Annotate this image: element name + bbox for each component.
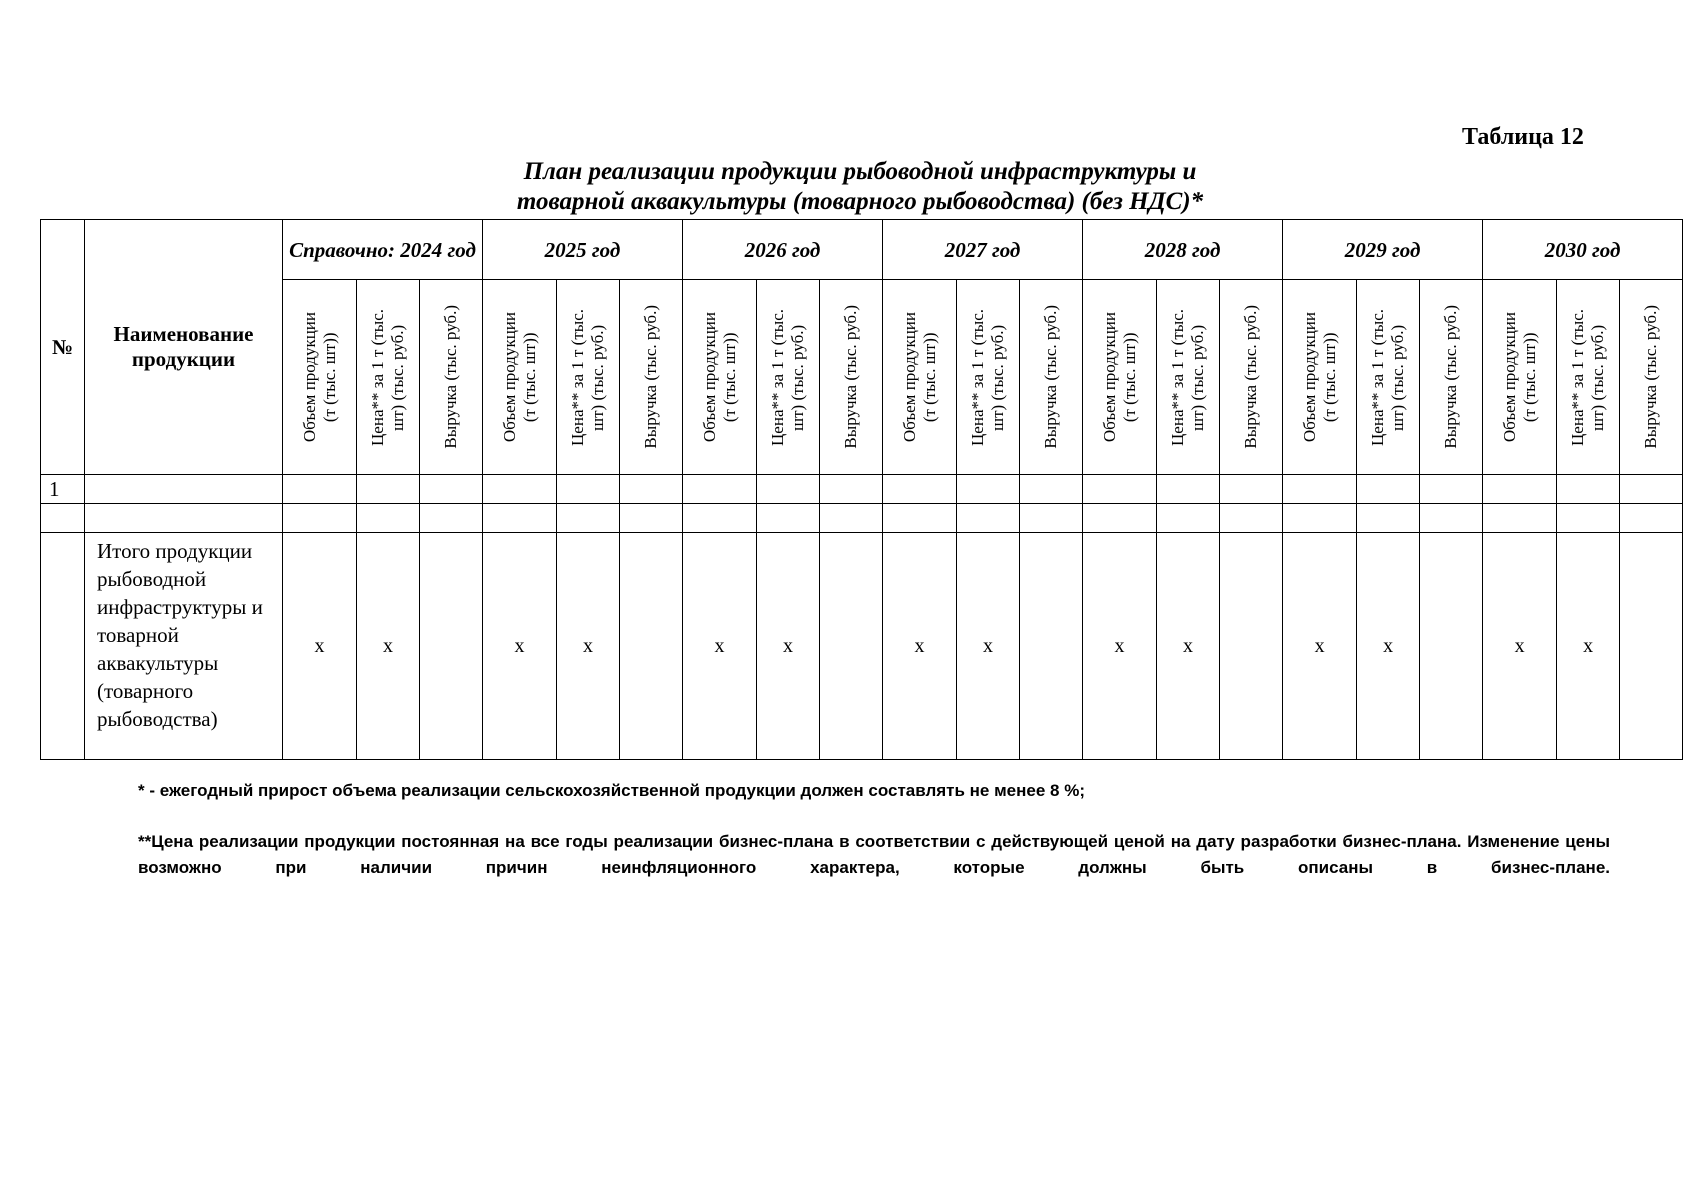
year-header-1: 2025 год: [483, 220, 683, 280]
sub-header-volume: [1483, 280, 1557, 475]
data-cell: [683, 475, 757, 504]
sub-header-text: Цена** за 1 т (тыс. шт) (тыс. руб.): [368, 308, 407, 446]
row-number: [41, 504, 85, 533]
year-header-6: 2030 год: [1483, 220, 1683, 280]
sub-header-text: Цена** за 1 т (тыс. шт) (тыс. руб.): [1168, 308, 1208, 446]
data-cell: [1420, 504, 1483, 533]
total-revenue-cell: [1620, 533, 1683, 760]
sub-header-text: Объем продукции (т (тыс. шт)): [699, 311, 739, 443]
data-cell: [1083, 504, 1157, 533]
row-product-name: [85, 475, 283, 504]
not-applicable-mark: x: [1557, 533, 1620, 760]
not-applicable-mark: x: [1157, 533, 1220, 760]
sub-header-price: [1157, 280, 1220, 475]
sales-plan-table: [40, 219, 1683, 760]
sub-header-text: Выручка (тыс. руб.): [1241, 305, 1261, 449]
sub-header-volume: [1283, 280, 1357, 475]
footnote-price: **Цена реализации продукции постоянная на все годы реализации бизнес-плана в соответствии с действующей ценой на дату разработки бизнес-плана. Изменение цены возможно при наличии причин неинфляционного характера, которые должны быть описаны в бизнес-плане.: [138, 832, 1610, 877]
title-line-2: товарной аквакультуры (товарного рыбоводства) (без НДС)*: [516, 188, 1204, 215]
sub-header-volume: [483, 280, 557, 475]
data-cell: [1557, 504, 1620, 533]
not-applicable-mark: x: [357, 533, 420, 760]
sub-header-revenue: [1420, 280, 1483, 475]
data-cell: [1283, 475, 1357, 504]
sub-header-text: Выручка (тыс. руб.): [841, 305, 861, 449]
data-cell: [1220, 475, 1283, 504]
sub-header-revenue: [420, 280, 483, 475]
data-cell: [1157, 504, 1220, 533]
sub-header-text: Выручка (тыс. руб.): [1641, 305, 1661, 449]
data-cell: [757, 475, 820, 504]
data-cell: [557, 475, 620, 504]
sub-header-text: Цена** за 1 т (тыс. шт) (тыс. руб.): [568, 308, 607, 446]
data-cell: [820, 475, 883, 504]
total-revenue-cell: [1420, 533, 1483, 760]
sub-header-text: Объем продукции (т (тыс. шт)): [899, 311, 939, 443]
table-row: [41, 475, 1683, 504]
data-cell: [357, 504, 420, 533]
not-applicable-mark: x: [557, 533, 620, 760]
data-cell: [620, 475, 683, 504]
sub-header-text: Цена** за 1 т (тыс. шт) (тыс. руб.): [768, 308, 808, 446]
sub-header-volume: [1083, 280, 1157, 475]
sub-header-volume: [683, 280, 757, 475]
data-cell: [483, 504, 557, 533]
total-row-name: Итого продукции рыбоводной инфраструктуры и товарной аквакультуры (товарного рыбоводства): [85, 533, 283, 760]
data-cell: [1357, 475, 1420, 504]
document-title: [380, 157, 1340, 217]
year-header-4: 2028 год: [1083, 220, 1283, 280]
data-cell: [1083, 475, 1157, 504]
sub-header-text: Цена** за 1 т (тыс. шт) (тыс. руб.): [1568, 308, 1608, 446]
data-cell: [1020, 475, 1083, 504]
not-applicable-mark: x: [1357, 533, 1420, 760]
total-revenue-cell: [1020, 533, 1083, 760]
sub-header-price: [757, 280, 820, 475]
data-cell: [757, 504, 820, 533]
sub-header-text: Объем продукции (т (тыс. шт)): [1499, 311, 1539, 443]
sub-header-text: Выручка (тыс. руб.): [641, 305, 660, 449]
data-cell: [1557, 475, 1620, 504]
sub-header-text: Цена** за 1 т (тыс. шт) (тыс. руб.): [968, 308, 1008, 446]
data-cell: [1283, 504, 1357, 533]
year-header-2: 2026 год: [683, 220, 883, 280]
row-number: 1: [41, 475, 85, 504]
data-cell: [420, 475, 483, 504]
total-row-number: [41, 533, 85, 760]
row-product-name: [85, 504, 283, 533]
sub-header-revenue: [1020, 280, 1083, 475]
total-revenue-cell: [620, 533, 683, 760]
title-line-1: План реализации продукции рыбоводной инфраструктуры и: [523, 158, 1197, 185]
data-cell: [957, 475, 1020, 504]
data-cell: [483, 475, 557, 504]
table-number-label: Таблица 12: [1462, 124, 1584, 150]
sub-header-text: Объем продукции (т (тыс. шт)): [499, 311, 539, 443]
sub-header-revenue: [1620, 280, 1683, 475]
data-cell: [557, 504, 620, 533]
year-header-5: 2029 год: [1283, 220, 1483, 280]
name-column-header: Наименование продукции: [85, 220, 283, 475]
sub-header-price: [1557, 280, 1620, 475]
sub-header-text: Выручка (тыс. руб.): [1441, 305, 1461, 449]
not-applicable-mark: x: [1483, 533, 1557, 760]
sub-header-volume: [883, 280, 957, 475]
data-cell: [1620, 475, 1683, 504]
not-applicable-mark: x: [957, 533, 1020, 760]
sub-header-price: [957, 280, 1020, 475]
year-header-3: 2027 год: [883, 220, 1083, 280]
not-applicable-mark: x: [683, 533, 757, 760]
data-cell: [1357, 504, 1420, 533]
data-cell: [883, 475, 957, 504]
data-cell: [420, 504, 483, 533]
data-cell: [283, 475, 357, 504]
not-applicable-mark: x: [757, 533, 820, 760]
sub-header-text: Выручка (тыс. руб.): [441, 305, 460, 449]
sub-header-price: [1357, 280, 1420, 475]
data-cell: [283, 504, 357, 533]
data-cell: [1020, 504, 1083, 533]
sub-header-volume: [283, 280, 357, 475]
sub-header-revenue: [620, 280, 683, 475]
data-cell: [1220, 504, 1283, 533]
sub-header-text: Объем продукции (т (тыс. шт)): [299, 311, 339, 443]
data-cell: [683, 504, 757, 533]
data-cell: [820, 504, 883, 533]
number-column-header: №: [41, 220, 85, 475]
not-applicable-mark: x: [283, 533, 357, 760]
data-cell: [1157, 475, 1220, 504]
data-cell: [883, 504, 957, 533]
not-applicable-mark: x: [883, 533, 957, 760]
sub-header-price: [357, 280, 420, 475]
data-cell: [1420, 475, 1483, 504]
not-applicable-mark: x: [1283, 533, 1357, 760]
data-cell: [357, 475, 420, 504]
sub-header-text: Объем продукции (т (тыс. шт)): [1099, 311, 1139, 443]
sub-header-text: Объем продукции (т (тыс. шт)): [1299, 311, 1339, 443]
data-cell: [1620, 504, 1683, 533]
table-row: [41, 504, 1683, 533]
sub-header-text: Цена** за 1 т (тыс. шт) (тыс. руб.): [1368, 308, 1408, 446]
total-row: [41, 533, 1683, 760]
data-cell: [1483, 504, 1557, 533]
year-header-0: Справочно: 2024 год: [283, 220, 483, 280]
sub-header-revenue: [820, 280, 883, 475]
sub-header-text: Выручка (тыс. руб.): [1041, 305, 1061, 449]
total-revenue-cell: [420, 533, 483, 760]
total-revenue-cell: [1220, 533, 1283, 760]
data-cell: [620, 504, 683, 533]
total-revenue-cell: [820, 533, 883, 760]
not-applicable-mark: x: [483, 533, 557, 760]
sub-header-price: [557, 280, 620, 475]
sub-header-revenue: [1220, 280, 1283, 475]
footnote-growth: * - ежегодный прирост объема реализации сельскохозяйственной продукции должен составлять не менее 8 %;: [138, 781, 1085, 800]
data-cell: [957, 504, 1020, 533]
not-applicable-mark: x: [1083, 533, 1157, 760]
data-cell: [1483, 475, 1557, 504]
